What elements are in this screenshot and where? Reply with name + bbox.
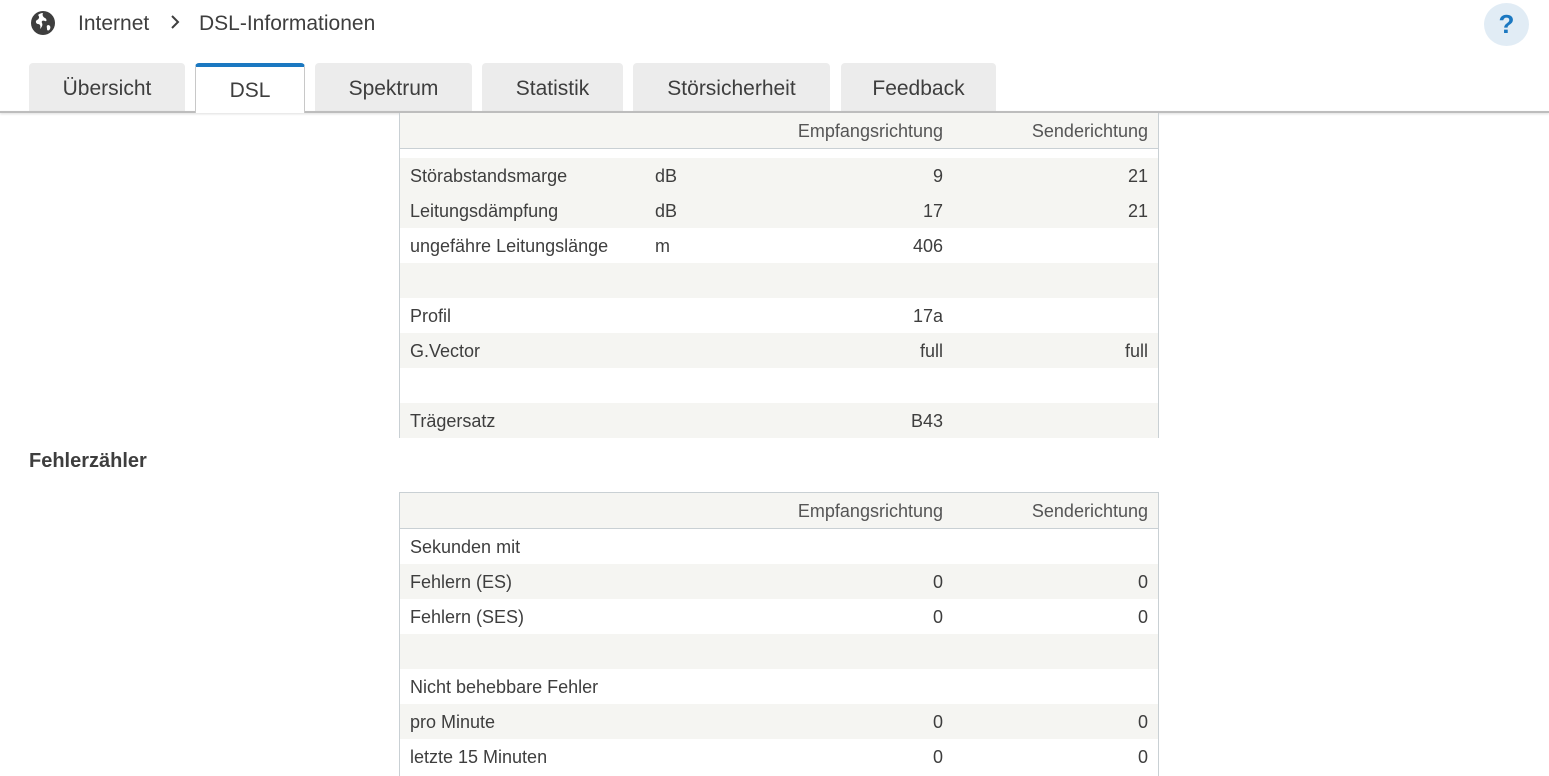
row-label: letzte 15 Minuten — [410, 747, 548, 767]
row-label: Fehlern (SES) — [410, 607, 525, 627]
error-counter-table — [399, 492, 1159, 776]
row-value-receive: 0 — [932, 572, 943, 592]
line-info-table — [399, 113, 1159, 438]
row-label: pro Minute — [410, 712, 496, 732]
row-value-send: full — [1124, 341, 1148, 361]
table-row — [400, 529, 1158, 564]
table-header — [400, 493, 1158, 529]
row-unit: dB — [655, 166, 678, 186]
tab-dsl[interactable]: DSL — [195, 63, 305, 113]
breadcrumb-internet[interactable]: Internet — [78, 12, 150, 35]
table-row — [400, 564, 1158, 599]
table-row — [400, 228, 1158, 263]
tab-feedback[interactable]: Feedback — [841, 63, 996, 112]
row-label: G.Vector — [410, 341, 481, 361]
column-header-receive: Empfangsrichtung — [797, 121, 943, 141]
help-button[interactable]: ? — [1484, 3, 1529, 46]
table-row — [400, 298, 1158, 333]
table-row — [400, 193, 1158, 228]
tab-spektrum[interactable]: Spektrum — [315, 63, 472, 112]
table-row — [400, 599, 1158, 634]
column-header-receive: Empfangsrichtung — [797, 501, 943, 521]
row-value-send: 21 — [1127, 166, 1148, 186]
row-unit: m — [655, 236, 670, 256]
row-label: Profil — [410, 306, 452, 326]
globe-icon — [30, 10, 56, 36]
row-label: Störabstandsmarge — [410, 166, 568, 186]
spacer — [400, 149, 1158, 158]
row-label: Trägersatz — [410, 411, 496, 431]
tab-uebersicht[interactable]: Übersicht — [29, 63, 185, 112]
table-header — [400, 113, 1158, 149]
chevron-right-icon — [168, 11, 182, 33]
row-value-send: 0 — [1137, 607, 1148, 627]
row-value-receive: 9 — [932, 166, 943, 186]
table-row — [400, 669, 1158, 704]
table-row-empty — [400, 634, 1158, 669]
tab-stoersicherheit[interactable]: Störsicherheit — [633, 63, 830, 112]
row-value-receive: full — [919, 341, 943, 361]
table-row-empty — [400, 263, 1158, 298]
section-title-error-counter: Fehlerzähler — [29, 450, 147, 472]
row-value-receive: 0 — [932, 607, 943, 627]
table-row — [400, 704, 1158, 739]
row-value-send: 21 — [1127, 201, 1148, 221]
row-label: Fehlern (ES) — [410, 572, 513, 592]
table-row — [400, 739, 1158, 774]
row-value-receive: 406 — [912, 236, 943, 256]
row-value-receive: B43 — [910, 411, 943, 431]
table-row — [400, 333, 1158, 368]
row-label: Leitungsdämpfung — [410, 201, 559, 221]
row-value-receive: 0 — [932, 712, 943, 732]
column-header-send: Senderichtung — [1031, 501, 1148, 521]
row-value-send: 0 — [1137, 747, 1148, 767]
row-label: Sekunden mit — [410, 537, 521, 557]
tab-statistik[interactable]: Statistik — [482, 63, 623, 112]
row-label: ungefähre Leitungslänge — [410, 236, 609, 256]
row-value-receive: 17a — [912, 306, 943, 326]
row-value-receive: 0 — [932, 747, 943, 767]
table-row — [400, 158, 1158, 193]
table-row — [400, 403, 1158, 438]
column-header-send: Senderichtung — [1031, 121, 1148, 141]
row-value-send: 0 — [1137, 572, 1148, 592]
table-row-empty — [400, 368, 1158, 403]
breadcrumb-current-page: DSL-Informationen — [199, 12, 376, 35]
row-value-send: 0 — [1137, 712, 1148, 732]
row-unit: dB — [655, 201, 678, 221]
row-value-receive: 17 — [922, 201, 943, 221]
row-label: Nicht behebbare Fehler — [410, 677, 599, 697]
